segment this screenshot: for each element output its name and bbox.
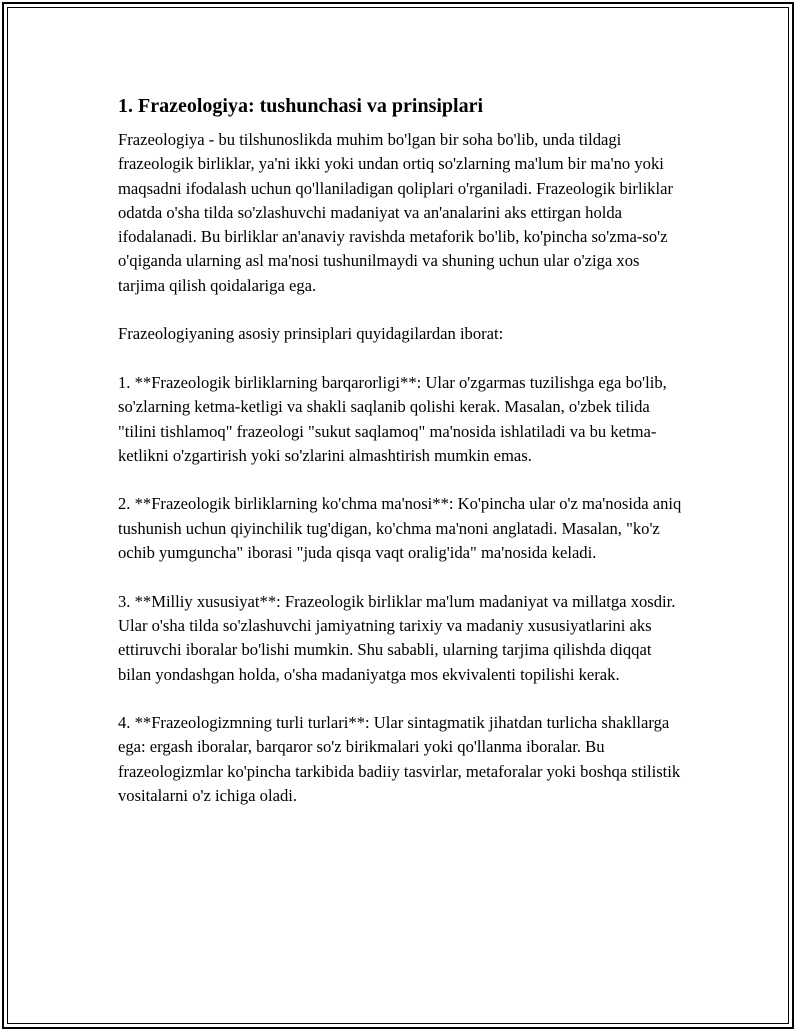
principle-4: 4. **Frazeologizmning turli turlari**: Ular sintagmatik jihatdan turlicha shakllarga ega: ergash iboralar, barqaror so'z birikmalari yoki qo'llanma iboralar. Bu frazeologizmlar ko'pincha tarkibida badiiy tasvirlar, metaforalar yoki boshqa stilistik vositalarni o'z ichiga oladi. bbox=[118, 713, 681, 806]
section-heading: 1. Frazeologiya: tushunchasi va prinsiplari bbox=[118, 95, 484, 117]
principle-2: 2. **Frazeologik birliklarning ko'chma ma'nosi**: Ko'pincha ular o'z ma'nosida aniq tushunish uchun qiyinchilik tug'digan, ko'chma ma'noni anglatadi. Masalan, "ko'z ochib yumguncha" iborasi "juda qisqa vaqt oralig'ida" ma'nosida keladi. bbox=[118, 494, 682, 563]
principles-intro: Frazeologiyaning asosiy prinsiplari quyidagilardan iborat: bbox=[118, 324, 504, 344]
intro-paragraph: Frazeologiya - bu tilshunoslikda muhim bo'lgan bir soha bo'lib, unda tildagi frazeologik birliklar, ya'ni ikki yoki undan ortiq so'zlarning ma'lum bir ma'no yoki maqsadni ifodalash uchun qo'llaniladigan qoliplari o'rganiladi. Frazeologik birliklar odatda o'sha tilda so'zlashuvchi madaniyat va an'analarini aks ettirgan holda ifodalanadi. Bu birliklar an'anaviy ravishda metaforik bo'lib, ko'pincha so'zma-so'z o'qiganda ularning asl ma'nosi tushunilmaydi va shuning uchun ular o'ziga xos tarjima qilish qoidalariga ega. bbox=[118, 130, 673, 295]
principle-3: 3. **Milliy xususiyat**: Frazeologik birliklar ma'lum madaniyat va millatga xosdir. Ular o'sha tilda so'zlashuvchi jamiyatning tarixiy va madaniy xususiyatlarini aks ettiruvchi iboralar bo'lishi mumkin. Shu sababli, ularning tarjima qilishda diqqat bilan yondashgan holda, o'sha madaniyatga mos ekvivalenti topilishi kerak. bbox=[118, 591, 676, 684]
principle-1: 1. **Frazeologik birliklarning barqarorligi**: Ular o'zgarmas tuzilishga ega bo'lib, so'zlarning ketma-ketligi va shakli saqlanib qolishi kerak. Masalan, o'zbek tilida "tilini tishlamoq" frazeologi "sukut saqlamoq" ma'nosida ishlatiladi va bu ketma-ketlikni o'zgartirish yoki so'zlarini almashtirish mumkin emas. bbox=[118, 372, 667, 465]
document-body bbox=[118, 92, 688, 833]
